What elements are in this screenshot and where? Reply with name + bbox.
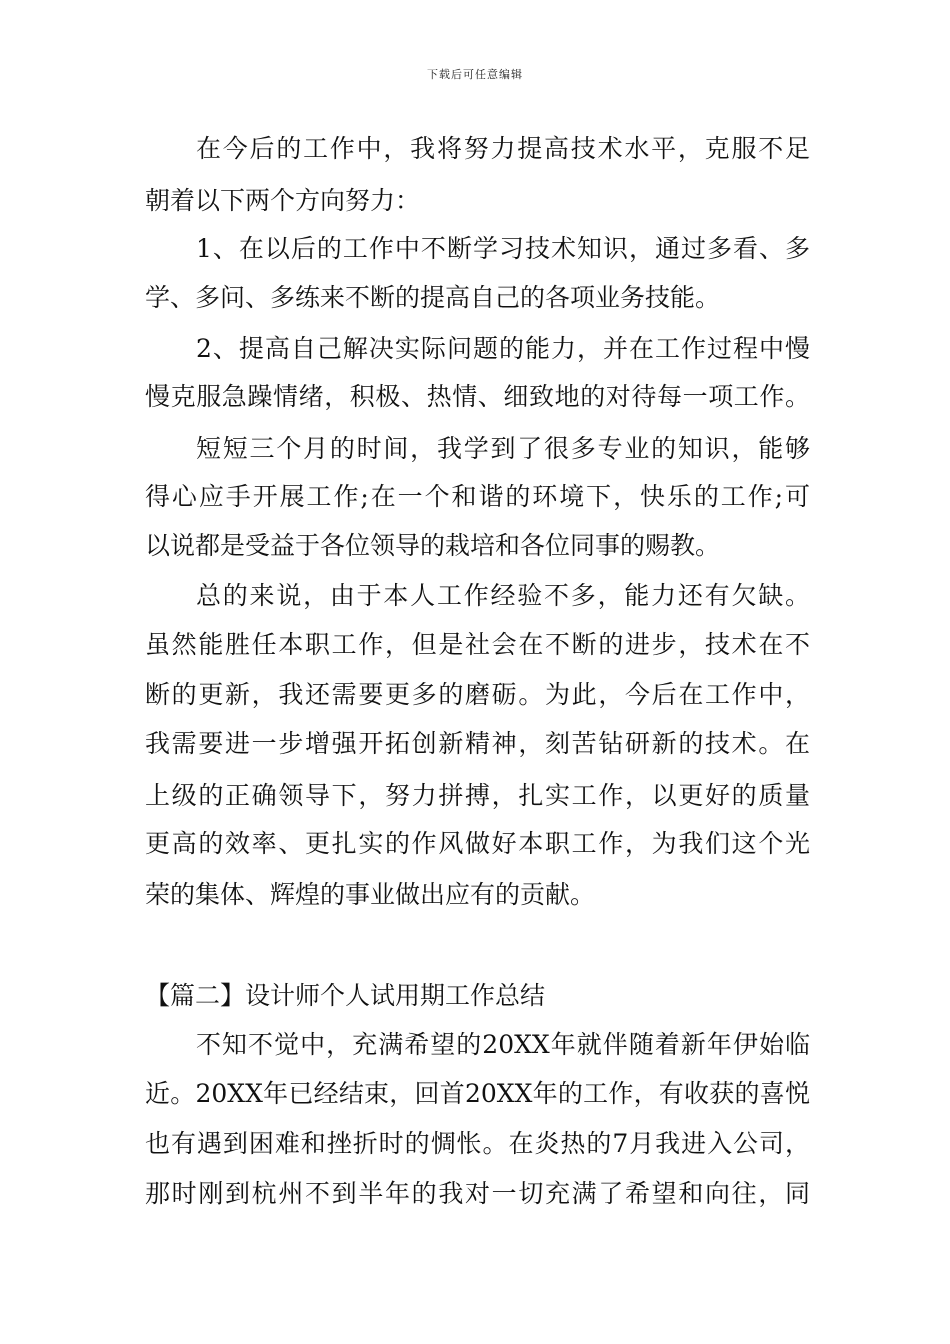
text-line: 虽然能胜任本职工作，但是社会在不断的进步，技术在不: [145, 630, 810, 659]
text-line: 2、提高自己解决实际问题的能力，并在工作过程中慢: [196, 334, 810, 363]
download-note: 下载后可任意编辑: [427, 68, 523, 81]
text-line: 我需要进一步增强开拓创新精神，刻苦钻研新的技术。在: [145, 729, 810, 758]
text-line: 短短三个月的时间，我学到了很多专业的知识，能够: [196, 434, 810, 463]
text-line: 1、在以后的工作中不断学习技术知识，通过多看、多: [196, 234, 810, 263]
text-line: 荣的集体、辉煌的事业做出应有的贡献。: [145, 880, 596, 909]
text-line: 学、多问、多练来不断的提高自己的各项业务技能。: [145, 283, 721, 312]
text-line: 不知不觉中，充满希望的20XX年就伴随着新年伊始临: [196, 1030, 810, 1059]
text-line: 朝着以下两个方向努力：: [145, 186, 421, 215]
text-line: 在今后的工作中，我将努力提高技术水平，克服不足: [196, 134, 810, 163]
text-line: 上级的正确领导下，努力拼搏，扎实工作，以更好的质量: [145, 781, 810, 810]
text-line: 得心应手开展工作;在一个和谐的环境下，快乐的工作;可: [145, 482, 810, 511]
text-line: 断的更新，我还需要更多的磨砺。为此，今后在工作中，: [145, 680, 810, 709]
text-line: 总的来说，由于本人工作经验不多，能力还有欠缺。: [196, 581, 810, 610]
text-line: 以说都是受益于各位领导的栽培和各位同事的赐教。: [145, 531, 721, 560]
text-line: 那时刚到杭州不到半年的我对一切充满了希望和向往，同: [145, 1179, 810, 1208]
text-line: 慢克服急躁情绪，积极、热情、细致地的对待每一项工作。: [145, 382, 810, 411]
text-line: 更高的效率、更扎实的作风做好本职工作，为我们这个光: [145, 829, 810, 858]
text-line: 也有遇到困难和挫折时的惆怅。在炎热的7月我进入公司，: [145, 1129, 810, 1158]
section-title: 【篇二】设计师个人试用期工作总结: [145, 981, 546, 1010]
text-line: 近。20XX年已经结束，回首20XX年的工作，有收获的喜悦: [145, 1079, 810, 1108]
